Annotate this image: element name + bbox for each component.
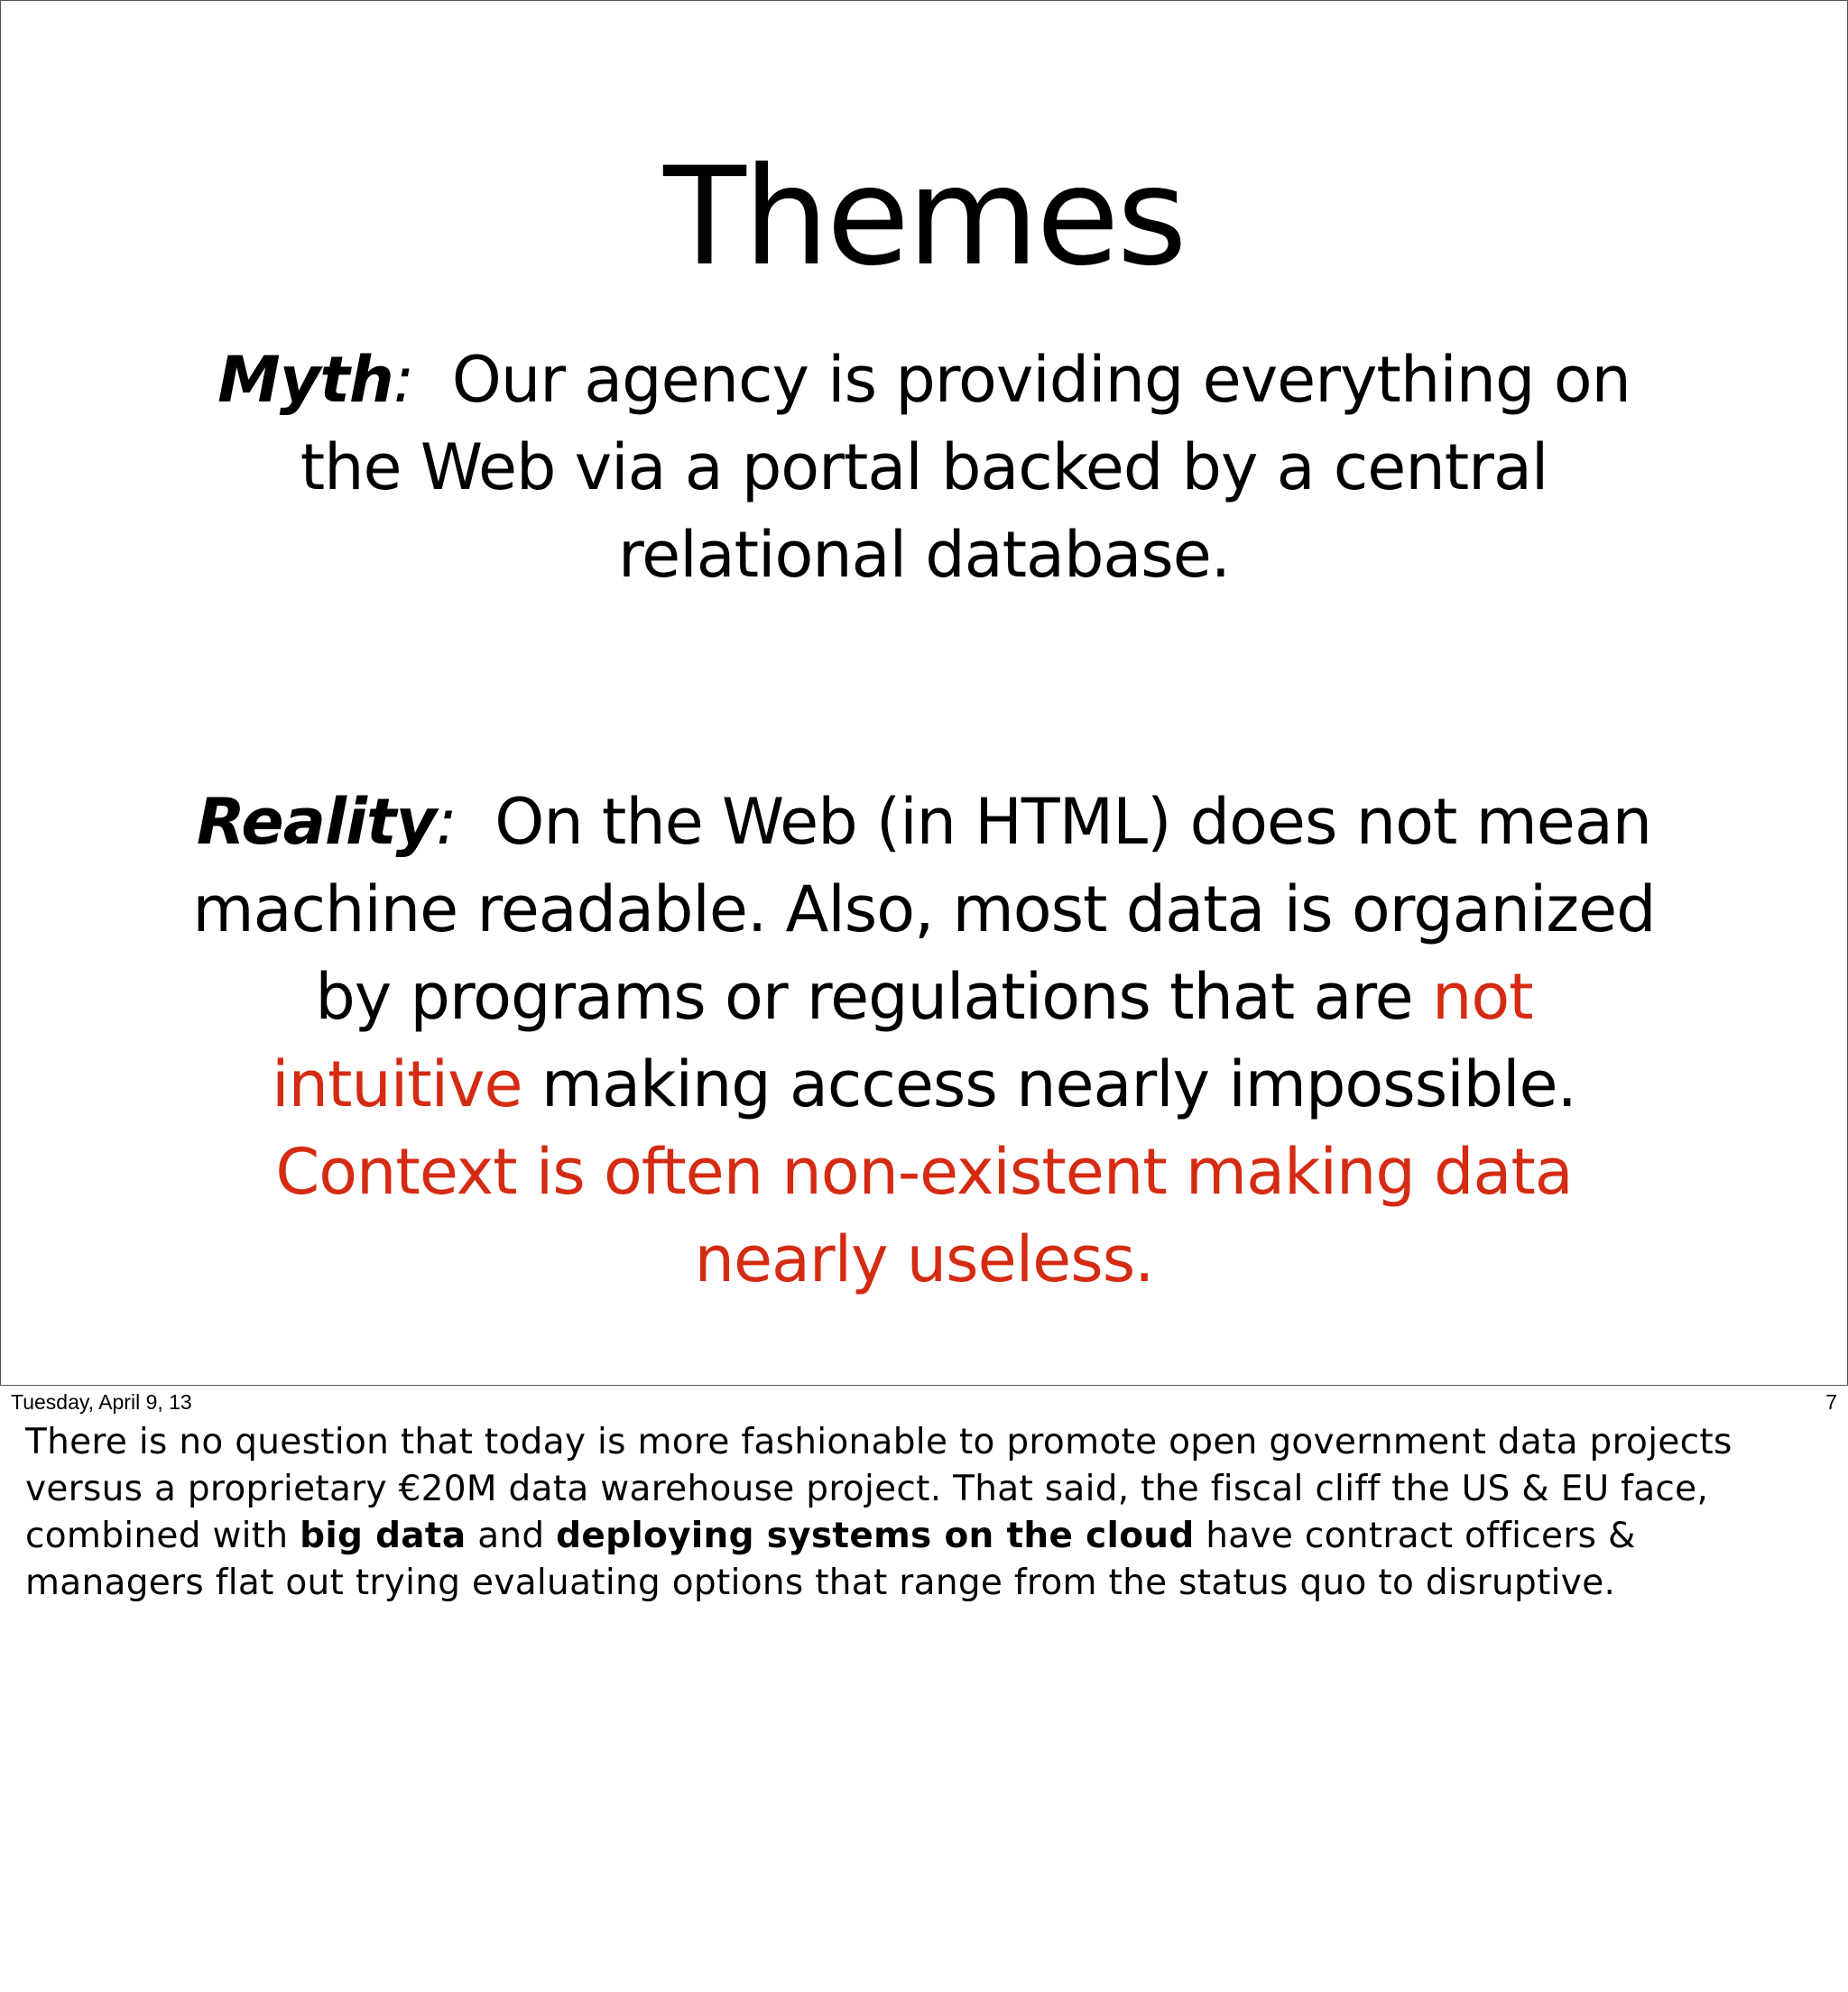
reality-label: Reality bbox=[196, 785, 437, 859]
notes-bold-big-data: big data bbox=[300, 1516, 467, 1556]
reality-statement bbox=[181, 779, 1667, 1304]
notes-text-1: There is no question that today is more fashionable to promote open government data projects versus a proprietary €20M data warehouse project. That said, the fiscal cliff the US & EU face, combined with bbox=[25, 1422, 1732, 1556]
notes-bold-deploying-cloud: deploying systems on the cloud bbox=[556, 1516, 1195, 1556]
slide-meta-row bbox=[11, 1387, 1837, 1417]
reality-text-2: making access nearly impossible. bbox=[541, 1047, 1576, 1121]
reality-highlight-not-intuitive: not intuitive bbox=[272, 960, 1533, 1121]
reality-text-1: On the Web (in HTML) does not mean machine readable. Also, most data is organized by programs or regulations that are bbox=[192, 785, 1656, 1034]
notes-text-3: have contract officers & managers flat out trying evaluating options that range from the status quo to disruptive. bbox=[25, 1516, 1636, 1603]
myth-statement bbox=[181, 337, 1667, 599]
speaker-notes bbox=[25, 1419, 1821, 1607]
reality-colon: : bbox=[436, 785, 457, 859]
reality-highlight-context: Context is often non-existent making data nearly useless. bbox=[275, 1135, 1573, 1296]
slide-title: Themes bbox=[663, 139, 1185, 296]
myth-label: Myth bbox=[217, 343, 393, 417]
notes-text-2: and bbox=[477, 1516, 545, 1556]
myth-colon: : bbox=[393, 343, 414, 417]
slide-date: Tuesday, April 9, 13 bbox=[11, 1390, 192, 1414]
myth-text: Our agency is providing everything on the Web via a portal backed by a central relational database. bbox=[300, 343, 1631, 592]
slide-page-number: 7 bbox=[1825, 1390, 1837, 1414]
